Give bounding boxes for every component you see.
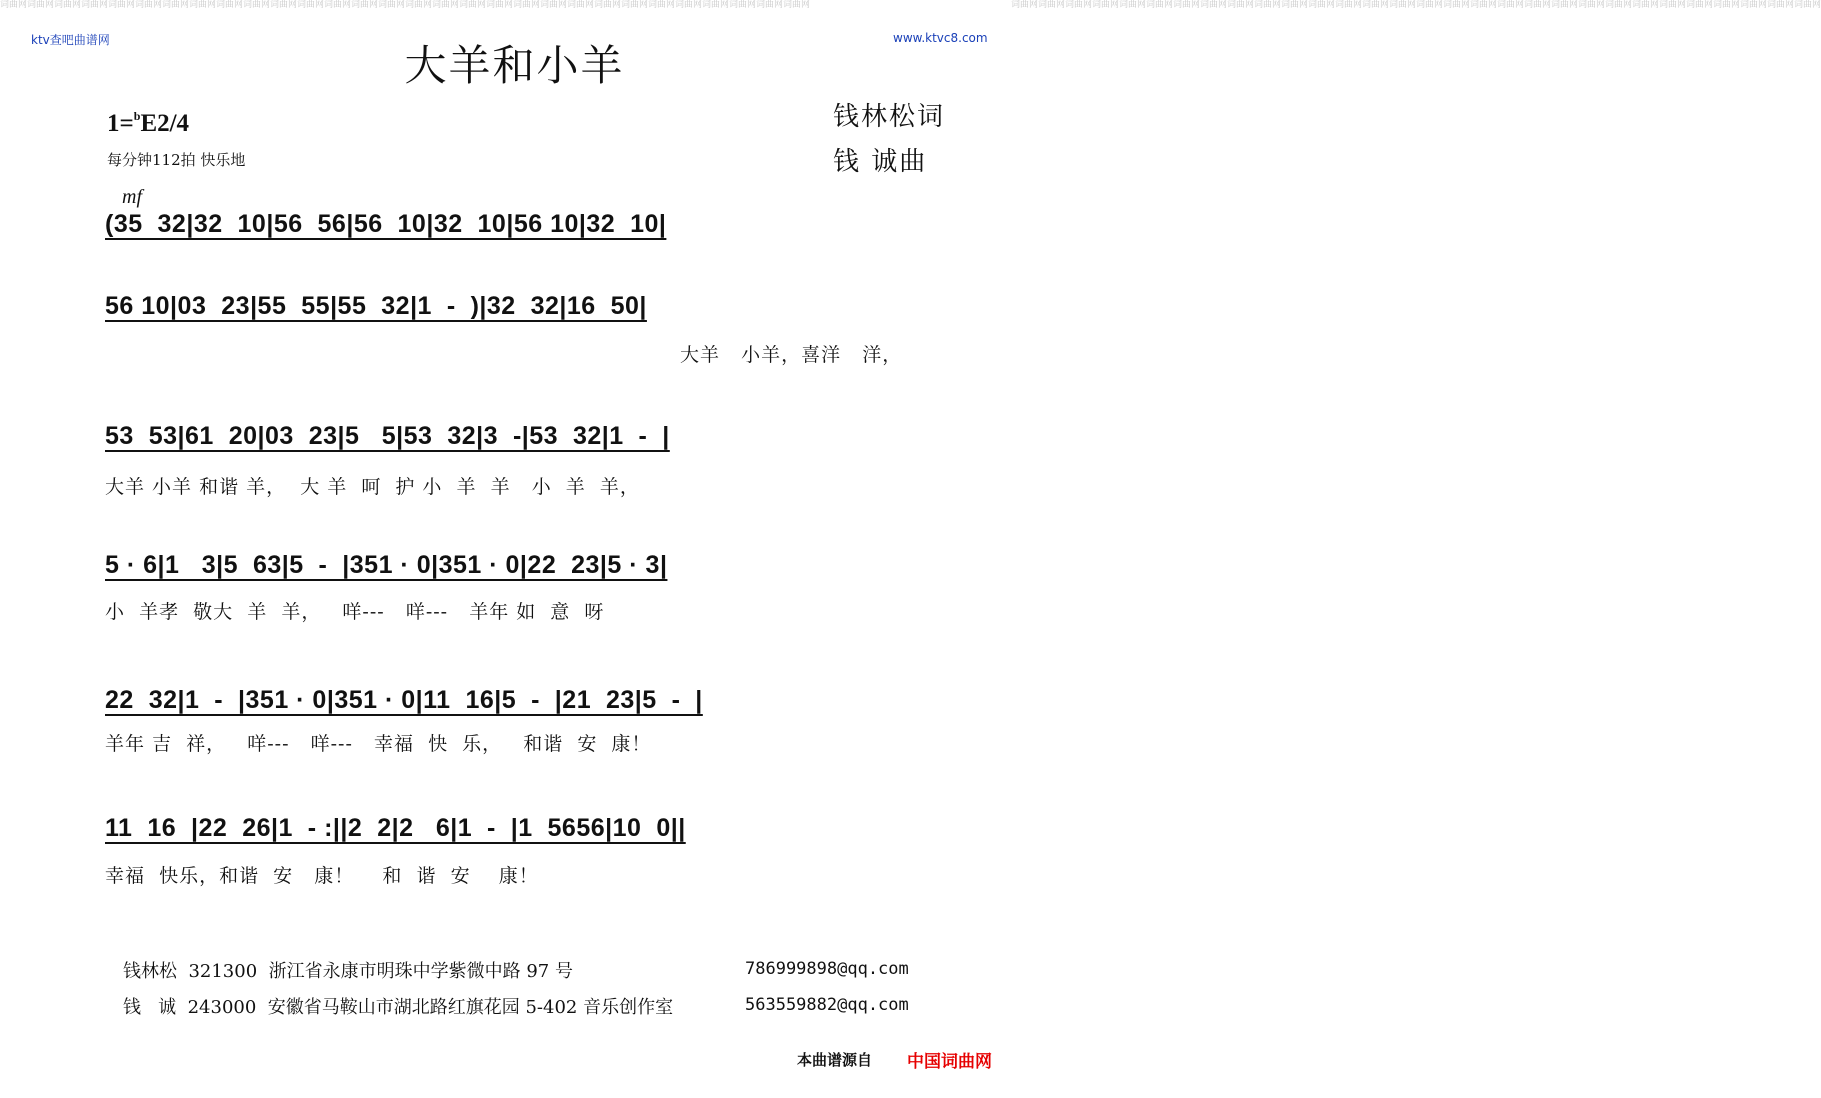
contact-composer: 钱 诚 243000 安徽省马鞍山市湖北路红旗花园 5-402 音乐创作室	[123, 997, 674, 1018]
key-rest: E2/4	[140, 110, 190, 137]
lyrics-row-4: 小 羊孝 敬大 羊 羊， 咩--- 咩--- 羊年 如 意 呀	[105, 601, 605, 623]
notation-row-4: 5 · 6|1 3|5 63|5 - |351 · 0|351 · 0|22 23|5 · 3|	[105, 551, 668, 579]
composer-credit: 钱 诚曲	[833, 147, 928, 177]
dynamic-marking: mf	[122, 186, 142, 208]
notation-row-1: (35 32|32 10|56 56|56 10|32 10|56 10|32 10|	[105, 210, 667, 238]
lyrics-row-2: 大羊 小羊，喜洋 洋，	[680, 344, 903, 366]
watermark-left: ktv查吧曲谱网	[31, 33, 110, 47]
notation-row-2: 56 10|03 23|55 55|55 32|1 - )|32 32|16 50|	[105, 292, 647, 320]
notation-row-5: 22 32|1 - |351 · 0|351 · 0|11 16|5 - |21 23|5 - |	[105, 686, 703, 714]
source-prefix: 本曲谱源自	[797, 1051, 873, 1069]
email-composer: 563559882@qq.com	[745, 995, 909, 1015]
email-lyricist: 786999898@qq.com	[745, 959, 909, 979]
lyrics-row-5: 羊年 吉 祥， 咩--- 咩--- 幸福 快 乐， 和谐 安 康！	[105, 733, 652, 755]
song-title: 大羊和小羊	[404, 41, 625, 90]
key-flat: b	[133, 108, 141, 123]
contact-lyricist: 钱林松 321300 浙江省永康市明珠中学紫微中路 97 号	[123, 961, 573, 982]
watermark-right: www.ktvc8.com	[893, 31, 988, 45]
lyrics-row-6: 幸福 快乐，和谐 安 康！ 和 谐 安 康！	[105, 865, 539, 887]
lyricist-credit: 钱林松词	[833, 102, 946, 132]
key-signature	[107, 110, 189, 138]
tempo-marking: 每分钟112拍 快乐地	[107, 151, 246, 169]
lyrics-row-3: 大羊 小羊 和谐 羊， 大 羊 呵 护 小 羊 羊 小 羊 羊，	[105, 476, 640, 498]
side-watermark-left: 词曲网词曲网词曲网词曲网词曲网词曲网词曲网词曲网词曲网词曲网词曲网词曲网词曲网词曲网词曲网词曲网词曲网词曲网词曲网词曲网词曲网词曲网词曲网词曲网词曲网词曲网词曲网词曲网词曲网词曲网	[0, 0, 811, 10]
key-main: 1=	[107, 110, 134, 137]
notation-row-3: 53 53|61 20|03 23|5 5|53 32|3 -|53 32|1 - |	[105, 422, 670, 450]
source-site-link[interactable]: 中国词曲网	[907, 1052, 992, 1072]
side-watermark-right: 词曲网词曲网词曲网词曲网词曲网词曲网词曲网词曲网词曲网词曲网词曲网词曲网词曲网词曲网词曲网词曲网词曲网词曲网词曲网词曲网词曲网词曲网词曲网词曲网词曲网词曲网词曲网词曲网词曲网词曲网	[1011, 0, 1821, 10]
notation-row-6: 11 16 |22 26|1 - :||2 2|2 6|1 - |1 5656|10 0||	[105, 814, 686, 842]
